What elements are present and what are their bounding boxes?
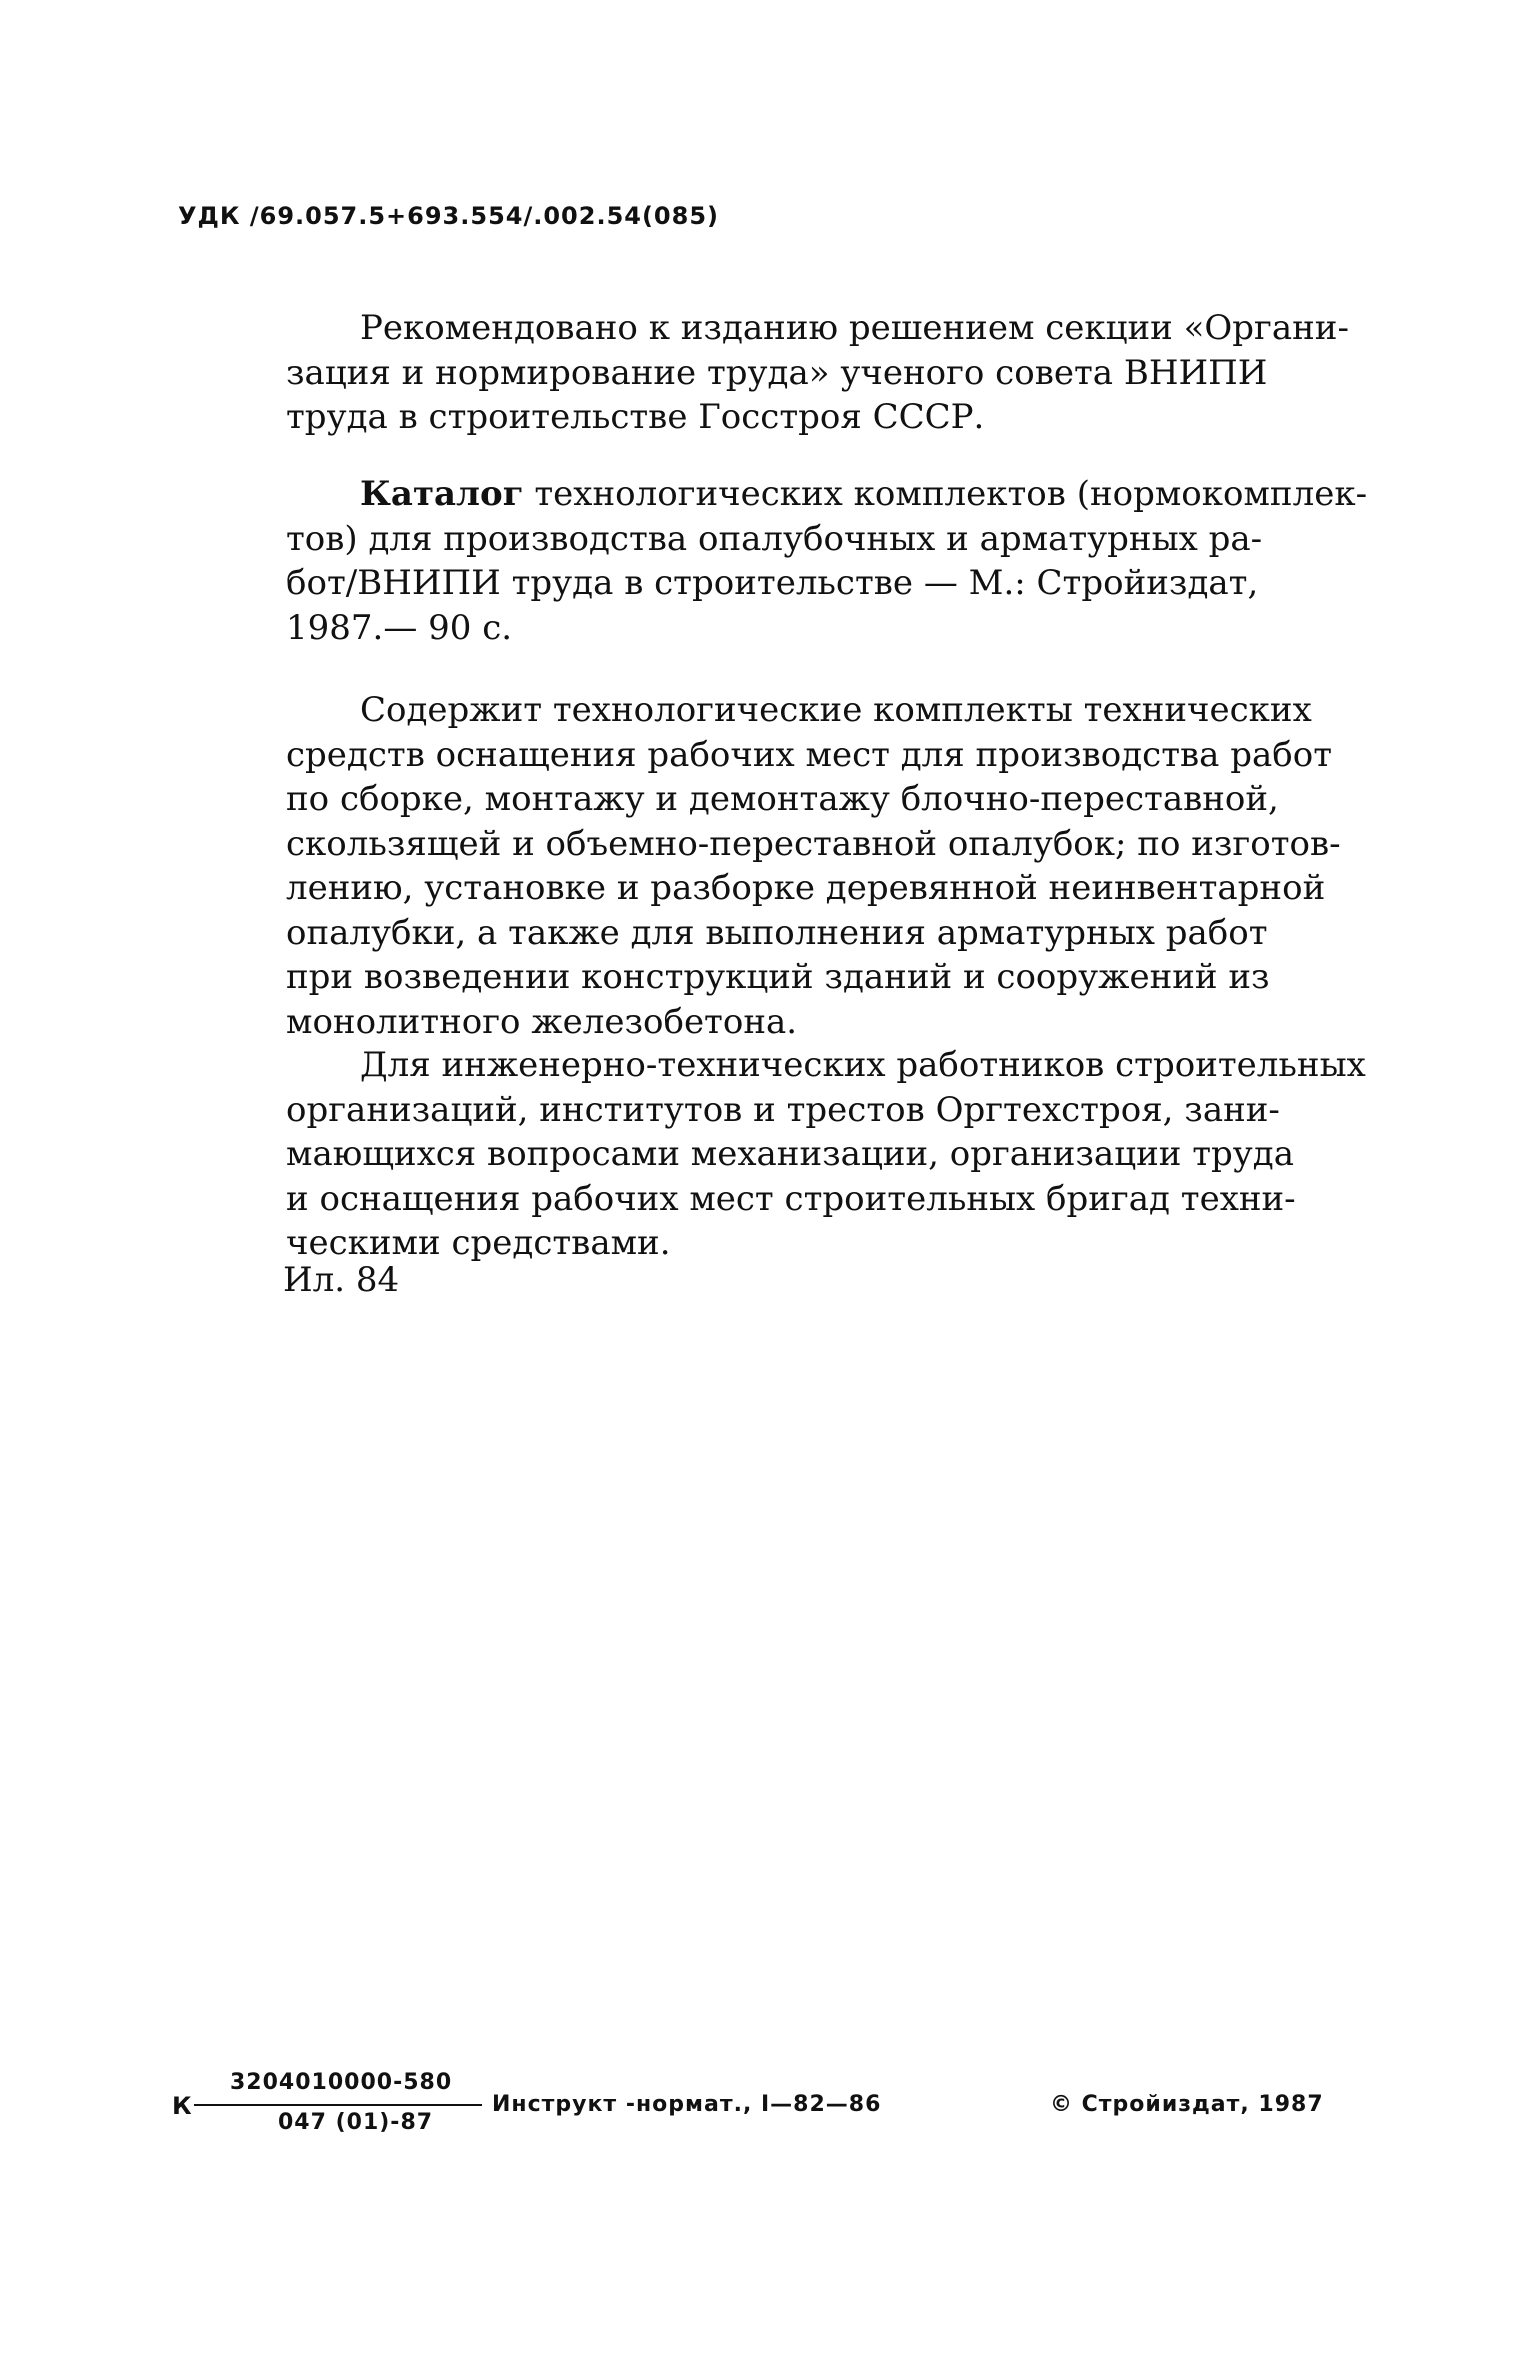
text-line: по сборке, монтажу и демонтажу блочно-переставной, bbox=[286, 779, 1279, 819]
text-line: организаций, институтов и трестов Оргтехстроя, зани- bbox=[286, 1089, 1280, 1130]
text-line: мающихся вопросами механизации, организации труда bbox=[286, 1134, 1294, 1174]
index-letter: К bbox=[172, 2092, 193, 2120]
catalog-description bbox=[286, 472, 1368, 650]
text-line: труда в строительстве Госстроя СССР. bbox=[286, 397, 985, 437]
text-line: Для инженерно-технических работников строительных bbox=[360, 1045, 1366, 1085]
index-denominator: 047 (01)-87 bbox=[278, 2110, 434, 2135]
text-line: 1987.— 90 с. bbox=[286, 607, 513, 648]
recommendation-paragraph bbox=[286, 306, 1349, 440]
copyright: © Стройиздат, 1987 bbox=[1050, 2092, 1324, 2117]
text-line: средств оснащения рабочих мест для производства работ bbox=[286, 734, 1333, 775]
text-line: бот/ВНИПИ труда в строительстве — М.: Стройиздат, bbox=[286, 563, 1259, 603]
text-line: скользящей и объемно-переставной опалубок; по изготов- bbox=[286, 823, 1341, 864]
text-line: опалубки, а также для выполнения арматурных работ bbox=[286, 912, 1268, 953]
catalog-title-rest: технологических комплектов (нормокомплек- bbox=[523, 474, 1368, 514]
udk-code: УДК /69.057.5+693.554/.002.54(085) bbox=[178, 202, 719, 230]
text-line: монолитного железобетона. bbox=[286, 1001, 798, 1042]
text-line: тов) для производства опалубочных и арматурных ра- bbox=[286, 518, 1263, 559]
text-line: Рекомендовано к изданию решением секции «Органи- bbox=[360, 308, 1349, 348]
abstract-paragraph bbox=[286, 688, 1341, 1044]
text-line: Содержит технологические комплекты технических bbox=[360, 690, 1312, 730]
text-line: ческими средствами. bbox=[286, 1223, 671, 1263]
text-line: лению, установке и разборке деревянной неинвентарной bbox=[286, 868, 1326, 908]
instruction-code: Инструкт -нормат., I—82—86 bbox=[482, 2092, 881, 2117]
index-numerator: 3204010000-580 bbox=[230, 2070, 453, 2095]
audience-paragraph bbox=[286, 1043, 1366, 1266]
text-line: при возведении конструкций зданий и сооружений из bbox=[286, 957, 1270, 997]
catalog-title: Каталог bbox=[360, 474, 524, 514]
text-line: и оснащения рабочих мест строительных бригад техни- bbox=[286, 1178, 1296, 1219]
illustrations-count: Ил. 84 bbox=[283, 1260, 400, 1300]
imprint-footer bbox=[172, 2070, 1362, 2150]
text-line bbox=[286, 472, 1368, 517]
text-line: зация и нормирование труда» ученого совета ВНИПИ bbox=[286, 352, 1268, 393]
